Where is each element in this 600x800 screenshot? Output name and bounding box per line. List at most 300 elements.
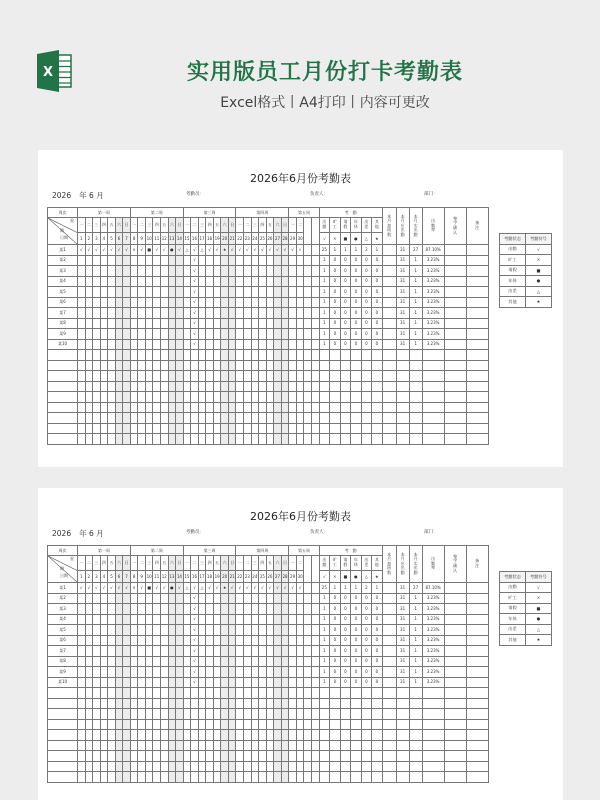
attendance-cell[interactable] (289, 635, 297, 646)
attendance-cell[interactable] (138, 434, 146, 445)
attendance-cell[interactable] (176, 688, 184, 699)
attendance-cell[interactable] (168, 709, 176, 720)
attendance-cell[interactable] (198, 350, 206, 361)
attendance-cell[interactable] (244, 276, 252, 287)
remarks-cell[interactable] (466, 266, 488, 277)
attendance-cell[interactable] (228, 635, 236, 646)
attendance-cell[interactable] (251, 761, 259, 772)
attendance-cell[interactable] (115, 604, 123, 615)
blank-cell[interactable] (330, 371, 341, 382)
blank-cell[interactable] (312, 583, 320, 594)
attendance-cell[interactable] (115, 350, 123, 361)
attendance-cell[interactable] (93, 677, 101, 688)
attendance-cell[interactable] (100, 266, 108, 277)
overtime-cell[interactable] (382, 656, 396, 667)
attendance-cell[interactable] (274, 761, 282, 772)
signature-cell[interactable] (444, 287, 466, 298)
attendance-cell[interactable] (198, 308, 206, 319)
attendance-cell[interactable] (115, 413, 123, 424)
employee-name[interactable]: 某3 (48, 604, 78, 615)
attendance-cell[interactable] (93, 392, 101, 403)
attendance-cell[interactable] (281, 625, 289, 636)
attendance-cell[interactable] (115, 730, 123, 741)
attendance-cell[interactable] (228, 656, 236, 667)
blank-cell[interactable] (304, 350, 312, 361)
blank-cell[interactable] (312, 360, 320, 371)
attendance-cell[interactable] (236, 772, 244, 783)
attendance-cell[interactable] (85, 434, 93, 445)
attendance-cell[interactable] (130, 266, 138, 277)
attendance-cell[interactable] (259, 677, 267, 688)
attendance-cell[interactable] (266, 413, 274, 424)
attendance-cell[interactable] (251, 266, 259, 277)
attendance-cell[interactable] (161, 625, 169, 636)
signature-cell[interactable] (444, 646, 466, 657)
attendance-cell[interactable] (281, 656, 289, 667)
attendance-cell[interactable] (168, 434, 176, 445)
blank-cell[interactable] (330, 392, 341, 403)
attendance-cell[interactable] (168, 350, 176, 361)
attendance-cell[interactable] (259, 402, 267, 413)
attendance-cell[interactable] (251, 392, 259, 403)
attendance-cell[interactable]: √ (251, 245, 259, 256)
attendance-cell[interactable] (93, 709, 101, 720)
attendance-cell[interactable] (259, 740, 267, 751)
employee-name[interactable] (48, 740, 78, 751)
attendance-cell[interactable] (221, 646, 229, 657)
attendance-cell[interactable]: √ (100, 245, 108, 256)
attendance-cell[interactable] (85, 371, 93, 382)
attendance-cell[interactable]: ★ (221, 245, 229, 256)
attendance-cell[interactable] (281, 593, 289, 604)
blank-cell[interactable] (351, 698, 362, 709)
attendance-cell[interactable] (289, 329, 297, 340)
attendance-cell[interactable] (259, 667, 267, 678)
attendance-cell[interactable] (161, 646, 169, 657)
attendance-cell[interactable] (85, 402, 93, 413)
attendance-cell[interactable] (161, 339, 169, 350)
attendance-cell[interactable] (198, 402, 206, 413)
attendance-cell[interactable] (213, 381, 221, 392)
attendance-cell[interactable] (259, 730, 267, 741)
attendance-cell[interactable] (206, 297, 214, 308)
attendance-cell[interactable] (228, 402, 236, 413)
attendance-cell[interactable] (108, 276, 116, 287)
attendance-cell[interactable] (228, 751, 236, 762)
attendance-cell[interactable] (93, 423, 101, 434)
attendance-cell[interactable] (93, 688, 101, 699)
attendance-cell[interactable] (206, 434, 214, 445)
attendance-cell[interactable] (78, 402, 86, 413)
attendance-cell[interactable] (274, 677, 282, 688)
signature-cell[interactable] (444, 677, 466, 688)
attendance-cell[interactable]: √ (236, 583, 244, 594)
blank-cell[interactable] (382, 371, 396, 382)
attendance-cell[interactable] (138, 255, 146, 266)
attendance-cell[interactable] (176, 625, 184, 636)
employee-name[interactable]: 某10 (48, 677, 78, 688)
blank-cell[interactable] (466, 719, 488, 730)
attendance-cell[interactable] (100, 646, 108, 657)
attendance-cell[interactable] (183, 772, 191, 783)
attendance-cell[interactable] (281, 677, 289, 688)
attendance-cell[interactable] (296, 646, 304, 657)
blank-cell[interactable] (304, 287, 312, 298)
signature-cell[interactable] (444, 245, 466, 256)
remarks-cell[interactable] (466, 593, 488, 604)
attendance-cell[interactable]: √ (153, 245, 161, 256)
attendance-cell[interactable] (145, 308, 153, 319)
attendance-cell[interactable] (108, 402, 116, 413)
attendance-cell[interactable] (161, 709, 169, 720)
attendance-cell[interactable] (153, 329, 161, 340)
attendance-cell[interactable] (100, 730, 108, 741)
attendance-cell[interactable] (100, 339, 108, 350)
attendance-cell[interactable] (108, 719, 116, 730)
attendance-cell[interactable] (251, 709, 259, 720)
attendance-cell[interactable] (259, 614, 267, 625)
blank-cell[interactable] (340, 434, 351, 445)
employee-name[interactable]: 某7 (48, 308, 78, 319)
attendance-cell[interactable] (100, 751, 108, 762)
attendance-cell[interactable] (251, 740, 259, 751)
blank-cell[interactable] (304, 677, 312, 688)
attendance-cell[interactable]: √ (191, 318, 199, 329)
attendance-cell[interactable] (281, 751, 289, 762)
attendance-cell[interactable] (281, 761, 289, 772)
blank-cell[interactable] (372, 423, 383, 434)
blank-cell[interactable] (409, 350, 422, 361)
attendance-cell[interactable] (100, 381, 108, 392)
attendance-cell[interactable] (198, 667, 206, 678)
attendance-cell[interactable] (236, 255, 244, 266)
attendance-cell[interactable] (100, 308, 108, 319)
blank-cell[interactable] (312, 318, 320, 329)
blank-cell[interactable] (372, 709, 383, 720)
attendance-cell[interactable] (274, 287, 282, 298)
attendance-cell[interactable] (251, 593, 259, 604)
attendance-cell[interactable] (100, 434, 108, 445)
attendance-cell[interactable] (161, 297, 169, 308)
blank-cell[interactable] (330, 350, 341, 361)
attendance-cell[interactable] (168, 698, 176, 709)
blank-cell[interactable] (312, 772, 320, 783)
attendance-cell[interactable] (138, 276, 146, 287)
attendance-cell[interactable] (115, 402, 123, 413)
attendance-cell[interactable] (251, 730, 259, 741)
signature-cell[interactable] (444, 604, 466, 615)
attendance-cell[interactable] (198, 413, 206, 424)
blank-cell[interactable] (444, 392, 466, 403)
attendance-cell[interactable] (145, 381, 153, 392)
blank-cell[interactable] (340, 371, 351, 382)
blank-cell[interactable] (409, 688, 422, 699)
attendance-cell[interactable] (168, 287, 176, 298)
attendance-cell[interactable] (145, 761, 153, 772)
attendance-cell[interactable] (266, 423, 274, 434)
attendance-cell[interactable] (281, 339, 289, 350)
overtime-cell[interactable] (382, 635, 396, 646)
attendance-cell[interactable] (123, 635, 131, 646)
attendance-cell[interactable]: √ (191, 593, 199, 604)
attendance-cell[interactable] (145, 604, 153, 615)
blank-cell[interactable] (409, 423, 422, 434)
attendance-cell[interactable] (236, 614, 244, 625)
attendance-cell[interactable]: √ (266, 245, 274, 256)
attendance-cell[interactable]: ★ (221, 583, 229, 594)
attendance-cell[interactable] (108, 392, 116, 403)
attendance-cell[interactable] (168, 604, 176, 615)
blank-cell[interactable] (319, 434, 330, 445)
attendance-cell[interactable] (168, 667, 176, 678)
attendance-cell[interactable] (289, 604, 297, 615)
attendance-cell[interactable] (206, 677, 214, 688)
attendance-cell[interactable] (266, 614, 274, 625)
blank-cell[interactable] (361, 772, 372, 783)
attendance-cell[interactable] (115, 751, 123, 762)
attendance-cell[interactable] (100, 698, 108, 709)
blank-cell[interactable] (466, 381, 488, 392)
attendance-cell[interactable] (191, 423, 199, 434)
blank-cell[interactable] (372, 413, 383, 424)
attendance-cell[interactable]: △ (198, 583, 206, 594)
blank-cell[interactable] (396, 350, 409, 361)
blank-cell[interactable] (409, 698, 422, 709)
attendance-cell[interactable] (213, 656, 221, 667)
attendance-cell[interactable] (115, 772, 123, 783)
attendance-cell[interactable] (221, 740, 229, 751)
blank-cell[interactable] (319, 413, 330, 424)
blank-cell[interactable] (422, 392, 444, 403)
attendance-cell[interactable] (145, 339, 153, 350)
attendance-cell[interactable] (130, 625, 138, 636)
blank-cell[interactable] (396, 751, 409, 762)
attendance-cell[interactable] (228, 255, 236, 266)
employee-name[interactable]: 某9 (48, 329, 78, 340)
attendance-cell[interactable] (183, 698, 191, 709)
blank-cell[interactable] (312, 329, 320, 340)
attendance-cell[interactable] (183, 656, 191, 667)
attendance-cell[interactable] (100, 593, 108, 604)
attendance-cell[interactable] (161, 688, 169, 699)
attendance-cell[interactable] (198, 434, 206, 445)
attendance-cell[interactable] (191, 434, 199, 445)
attendance-cell[interactable] (228, 646, 236, 657)
attendance-cell[interactable] (281, 604, 289, 615)
attendance-cell[interactable] (138, 297, 146, 308)
attendance-cell[interactable] (221, 339, 229, 350)
attendance-cell[interactable] (176, 614, 184, 625)
attendance-cell[interactable] (244, 730, 252, 741)
attendance-cell[interactable] (289, 308, 297, 319)
blank-cell[interactable] (351, 350, 362, 361)
blank-cell[interactable] (361, 719, 372, 730)
attendance-cell[interactable] (236, 751, 244, 762)
attendance-cell[interactable] (130, 339, 138, 350)
blank-cell[interactable] (312, 730, 320, 741)
attendance-cell[interactable] (281, 297, 289, 308)
blank-cell[interactable] (319, 719, 330, 730)
attendance-cell[interactable] (78, 266, 86, 277)
attendance-cell[interactable] (221, 667, 229, 678)
attendance-cell[interactable] (85, 276, 93, 287)
attendance-cell[interactable] (168, 751, 176, 762)
blank-cell[interactable] (319, 709, 330, 720)
attendance-cell[interactable] (296, 772, 304, 783)
attendance-cell[interactable] (176, 392, 184, 403)
blank-cell[interactable] (304, 245, 312, 256)
attendance-cell[interactable] (221, 350, 229, 361)
employee-name[interactable]: 某8 (48, 318, 78, 329)
attendance-cell[interactable] (281, 635, 289, 646)
attendance-cell[interactable] (145, 656, 153, 667)
blank-cell[interactable] (330, 740, 341, 751)
blank-cell[interactable] (312, 656, 320, 667)
attendance-cell[interactable] (115, 434, 123, 445)
attendance-cell[interactable] (108, 413, 116, 424)
employee-name[interactable]: 某10 (48, 339, 78, 350)
attendance-cell[interactable] (78, 308, 86, 319)
blank-cell[interactable] (304, 266, 312, 277)
attendance-cell[interactable] (266, 688, 274, 699)
attendance-cell[interactable] (259, 381, 267, 392)
attendance-cell[interactable] (259, 698, 267, 709)
attendance-cell[interactable] (213, 730, 221, 741)
attendance-cell[interactable] (145, 434, 153, 445)
attendance-cell[interactable] (168, 339, 176, 350)
attendance-cell[interactable]: √ (115, 245, 123, 256)
attendance-cell[interactable] (206, 751, 214, 762)
attendance-cell[interactable]: √ (236, 245, 244, 256)
blank-cell[interactable] (361, 761, 372, 772)
attendance-cell[interactable] (206, 709, 214, 720)
attendance-cell[interactable] (153, 614, 161, 625)
blank-cell[interactable] (304, 688, 312, 699)
attendance-cell[interactable] (161, 593, 169, 604)
remarks-cell[interactable] (466, 583, 488, 594)
blank-cell[interactable] (396, 740, 409, 751)
attendance-cell[interactable] (93, 604, 101, 615)
attendance-cell[interactable] (198, 709, 206, 720)
blank-cell[interactable] (382, 392, 396, 403)
attendance-cell[interactable] (213, 719, 221, 730)
attendance-cell[interactable] (281, 381, 289, 392)
attendance-cell[interactable] (213, 276, 221, 287)
blank-cell[interactable] (312, 287, 320, 298)
attendance-cell[interactable] (85, 625, 93, 636)
attendance-cell[interactable] (266, 287, 274, 298)
blank-cell[interactable] (361, 413, 372, 424)
attendance-cell[interactable] (266, 677, 274, 688)
attendance-cell[interactable] (251, 698, 259, 709)
attendance-cell[interactable] (259, 434, 267, 445)
employee-name[interactable] (48, 434, 78, 445)
blank-cell[interactable] (396, 688, 409, 699)
attendance-cell[interactable] (259, 350, 267, 361)
attendance-cell[interactable] (108, 371, 116, 382)
attendance-cell[interactable] (274, 751, 282, 762)
attendance-cell[interactable] (85, 604, 93, 615)
attendance-cell[interactable] (100, 360, 108, 371)
attendance-cell[interactable] (100, 318, 108, 329)
attendance-cell[interactable] (145, 740, 153, 751)
attendance-cell[interactable] (138, 698, 146, 709)
attendance-cell[interactable] (236, 688, 244, 699)
attendance-cell[interactable] (274, 698, 282, 709)
employee-name[interactable] (48, 730, 78, 741)
blank-cell[interactable] (444, 740, 466, 751)
remarks-cell[interactable] (466, 604, 488, 615)
attendance-cell[interactable]: √ (191, 677, 199, 688)
blank-cell[interactable] (304, 656, 312, 667)
attendance-cell[interactable] (296, 740, 304, 751)
attendance-cell[interactable]: ■ (145, 583, 153, 594)
blank-cell[interactable] (444, 698, 466, 709)
blank-cell[interactable] (304, 255, 312, 266)
overtime-cell[interactable] (382, 276, 396, 287)
attendance-cell[interactable] (123, 371, 131, 382)
attendance-cell[interactable] (198, 698, 206, 709)
attendance-cell[interactable] (213, 371, 221, 382)
attendance-cell[interactable] (130, 392, 138, 403)
attendance-cell[interactable] (206, 276, 214, 287)
blank-cell[interactable] (312, 719, 320, 730)
employee-name[interactable] (48, 413, 78, 424)
attendance-cell[interactable] (123, 297, 131, 308)
attendance-cell[interactable] (176, 255, 184, 266)
attendance-cell[interactable] (108, 308, 116, 319)
blank-cell[interactable] (312, 423, 320, 434)
attendance-cell[interactable]: √ (296, 583, 304, 594)
attendance-cell[interactable] (161, 318, 169, 329)
attendance-cell[interactable] (123, 614, 131, 625)
attendance-cell[interactable] (206, 625, 214, 636)
attendance-cell[interactable] (289, 667, 297, 678)
attendance-cell[interactable] (266, 740, 274, 751)
employee-name[interactable]: 某6 (48, 297, 78, 308)
attendance-cell[interactable] (289, 381, 297, 392)
attendance-cell[interactable] (289, 350, 297, 361)
blank-cell[interactable] (409, 381, 422, 392)
blank-cell[interactable] (444, 434, 466, 445)
attendance-cell[interactable] (206, 413, 214, 424)
attendance-cell[interactable] (145, 413, 153, 424)
attendance-cell[interactable] (228, 360, 236, 371)
attendance-cell[interactable] (176, 329, 184, 340)
attendance-cell[interactable] (198, 276, 206, 287)
attendance-cell[interactable]: √ (274, 245, 282, 256)
attendance-cell[interactable] (191, 751, 199, 762)
attendance-cell[interactable] (108, 423, 116, 434)
employee-name[interactable]: 某7 (48, 646, 78, 657)
blank-cell[interactable] (466, 350, 488, 361)
blank-cell[interactable] (351, 371, 362, 382)
attendance-cell[interactable] (198, 287, 206, 298)
attendance-cell[interactable] (274, 646, 282, 657)
attendance-cell[interactable] (115, 266, 123, 277)
attendance-cell[interactable]: √ (213, 583, 221, 594)
attendance-cell[interactable] (266, 434, 274, 445)
attendance-cell[interactable] (296, 381, 304, 392)
signature-cell[interactable] (444, 339, 466, 350)
attendance-cell[interactable] (198, 656, 206, 667)
attendance-cell[interactable] (228, 423, 236, 434)
attendance-cell[interactable] (198, 371, 206, 382)
attendance-cell[interactable]: √ (281, 245, 289, 256)
attendance-cell[interactable] (100, 635, 108, 646)
blank-cell[interactable] (466, 688, 488, 699)
blank-cell[interactable] (351, 434, 362, 445)
